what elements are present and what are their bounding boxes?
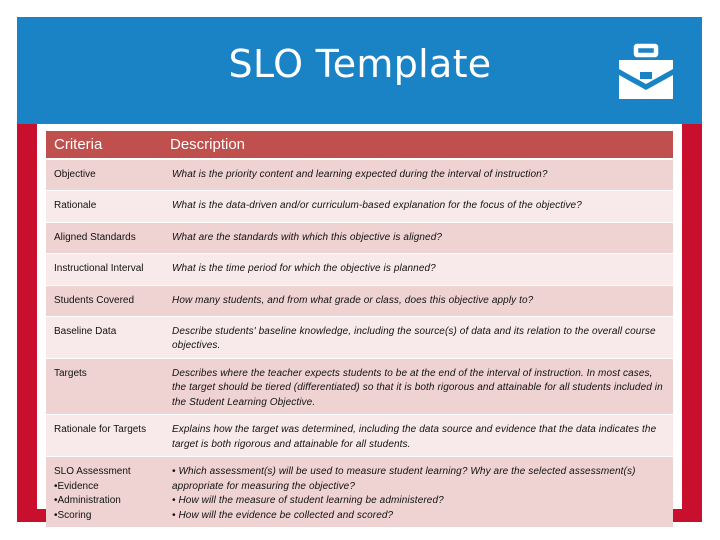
criteria-cell (46, 358, 162, 415)
table-row (46, 159, 673, 190)
description-bullet: • How will the measure of student learning be administered? (172, 495, 444, 506)
header-description: Description (162, 131, 673, 159)
criteria-cell (46, 190, 162, 222)
description-cell (162, 159, 673, 190)
criteria-text: Baseline Data (54, 325, 117, 337)
description-cell (162, 316, 673, 358)
criteria-text: Objective (54, 169, 96, 180)
criteria-text: Students Covered (54, 294, 135, 306)
description-bullet: • Which assessment(s) will be used to measure student learning? Why are the selected assessment(s) appropriate for measuring the objective? (172, 466, 636, 492)
criteria-cell (46, 316, 162, 358)
description-cell (162, 358, 673, 415)
description-text: What is the time period for which the objective is planned? (172, 262, 436, 274)
table-row (46, 253, 673, 285)
criteria-cell (46, 159, 162, 190)
criteria-cell (46, 457, 162, 528)
table-row (46, 316, 673, 358)
criteria-text: Instructional Interval (54, 262, 144, 274)
criteria-text: Aligned Standards (54, 231, 136, 243)
slide-title: SLO Template (228, 42, 492, 86)
description-text: How many students, and from what grade or class, does this objective apply to? (172, 294, 534, 306)
description-cell (162, 222, 673, 253)
description-text: What is the data-driven and/or curriculum-based explanation for the focus of the objective? (172, 199, 582, 211)
criteria-text: Rationale (54, 199, 97, 211)
criteria-cell (46, 415, 162, 457)
description-text: What is the priority content and learning expected during the interval of instruction? (172, 169, 548, 180)
criteria-text: Rationale for Targets (54, 424, 147, 435)
criteria-bullet: •Evidence (54, 480, 99, 492)
table-row (46, 222, 673, 253)
description-cell (162, 415, 673, 457)
table-row (46, 415, 673, 457)
table-row (46, 190, 673, 222)
criteria-text: Targets (54, 367, 87, 379)
table-row (46, 358, 673, 415)
table-row (46, 457, 673, 528)
description-text: Explains how the target was determined, including the data source and evidence that the data indicates the target is both rigorous and attainable for all students. (172, 424, 657, 450)
description-cell (162, 253, 673, 285)
description-text: What are the standards with which this objective is aligned? (172, 231, 443, 243)
description-text: Describes where the teacher expects students to be at the end of the interval of instruction. In most cases, the target should be tiered (differentiated) so that it is both rigorous and attainable for all students included in the Student Learning Objective. (172, 367, 663, 408)
description-text: Describe students' baseline knowledge, including the source(s) of data and its relation to the overall course objectives. (172, 325, 656, 351)
description-cell (162, 285, 673, 316)
description-bullet: • How will the evidence be collected and scored? (172, 509, 394, 521)
criteria-cell (46, 285, 162, 316)
content-area (37, 124, 682, 521)
criteria-text: SLO Assessment (54, 466, 131, 477)
header-criteria: Criteria (46, 131, 162, 159)
description-cell (162, 190, 673, 222)
criteria-cell (46, 253, 162, 285)
slo-template-table (46, 131, 673, 528)
table-row (46, 285, 673, 316)
description-cell (162, 457, 673, 528)
briefcase-icon (616, 43, 676, 101)
criteria-bullet: •Scoring (54, 509, 92, 521)
table-header-row (46, 131, 673, 159)
criteria-cell (46, 222, 162, 253)
criteria-bullet: •Administration (54, 495, 121, 506)
